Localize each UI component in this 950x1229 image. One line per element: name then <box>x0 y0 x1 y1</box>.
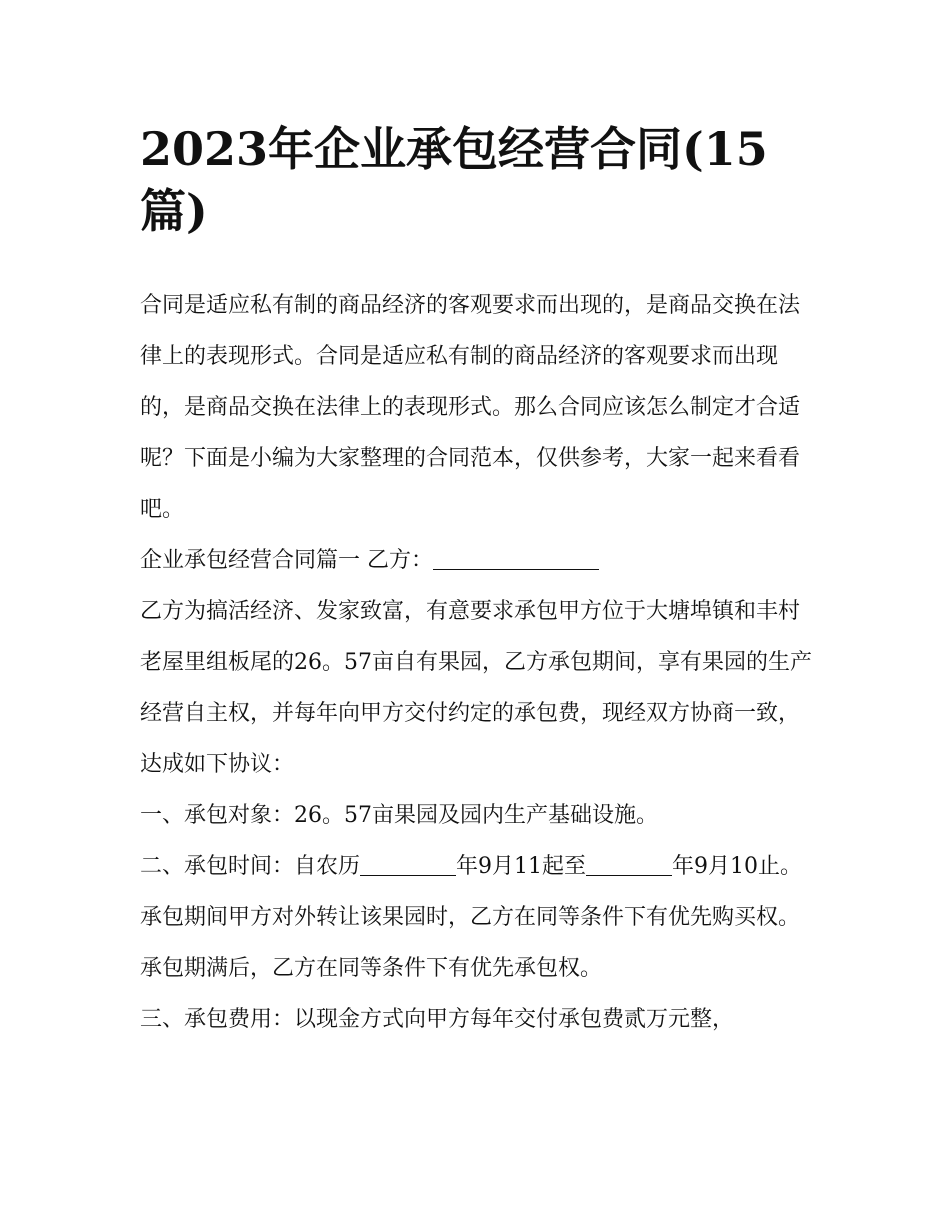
section-heading-text: 企业承包经营合同篇一 乙方： <box>140 548 433 573</box>
section-body-paragraph: 乙方为搞活经济、发家致富，有意要求承包甲方位于大塘埠镇和丰村老屋里组板尾的26。57亩自有果园，乙方承包期间，享有果园的生产经营自主权，并每年向甲方交付约定的承包费，现经双方协商一致，达成如下协议： <box>140 599 812 777</box>
document-title: 2023年企业承包经营合同(15篇) <box>140 122 768 238</box>
clause-2-part-2: 年9月11起至 <box>456 854 587 879</box>
section-heading <box>140 535 820 586</box>
document-page <box>140 118 820 1045</box>
fill-in-blank <box>360 853 456 876</box>
clause-3: 三、承包费用：以现金方式向甲方每年交付承包费贰万元整， <box>140 1007 735 1032</box>
clause-1: 一、承包对象：26。57亩果园及园内生产基础设施。 <box>140 803 658 828</box>
fill-in-blank <box>433 547 599 570</box>
clause-2 <box>140 841 820 994</box>
clause-2-part-1: 二、承包时间：自农历 <box>140 854 361 879</box>
fill-in-blank <box>586 853 672 876</box>
intro-paragraph: 合同是适应私有制的商品经济的客观要求而出现的，是商品交换在法律上的表现形式。合同是适应私有制的商品经济的客观要求而出现的，是商品交换在法律上的表现形式。那么合同应该怎么制定才合适呢？下面是小编为大家整理的合同范本，仅供参考，大家一起来看看吧。 <box>140 293 801 522</box>
clause-2-part-3: 年9月10止。承包期间甲方对外转让该果园时，乙方在同等条件下有优先购买权。承包期满后，乙方在同等条件下有优先承包权。 <box>140 854 803 981</box>
